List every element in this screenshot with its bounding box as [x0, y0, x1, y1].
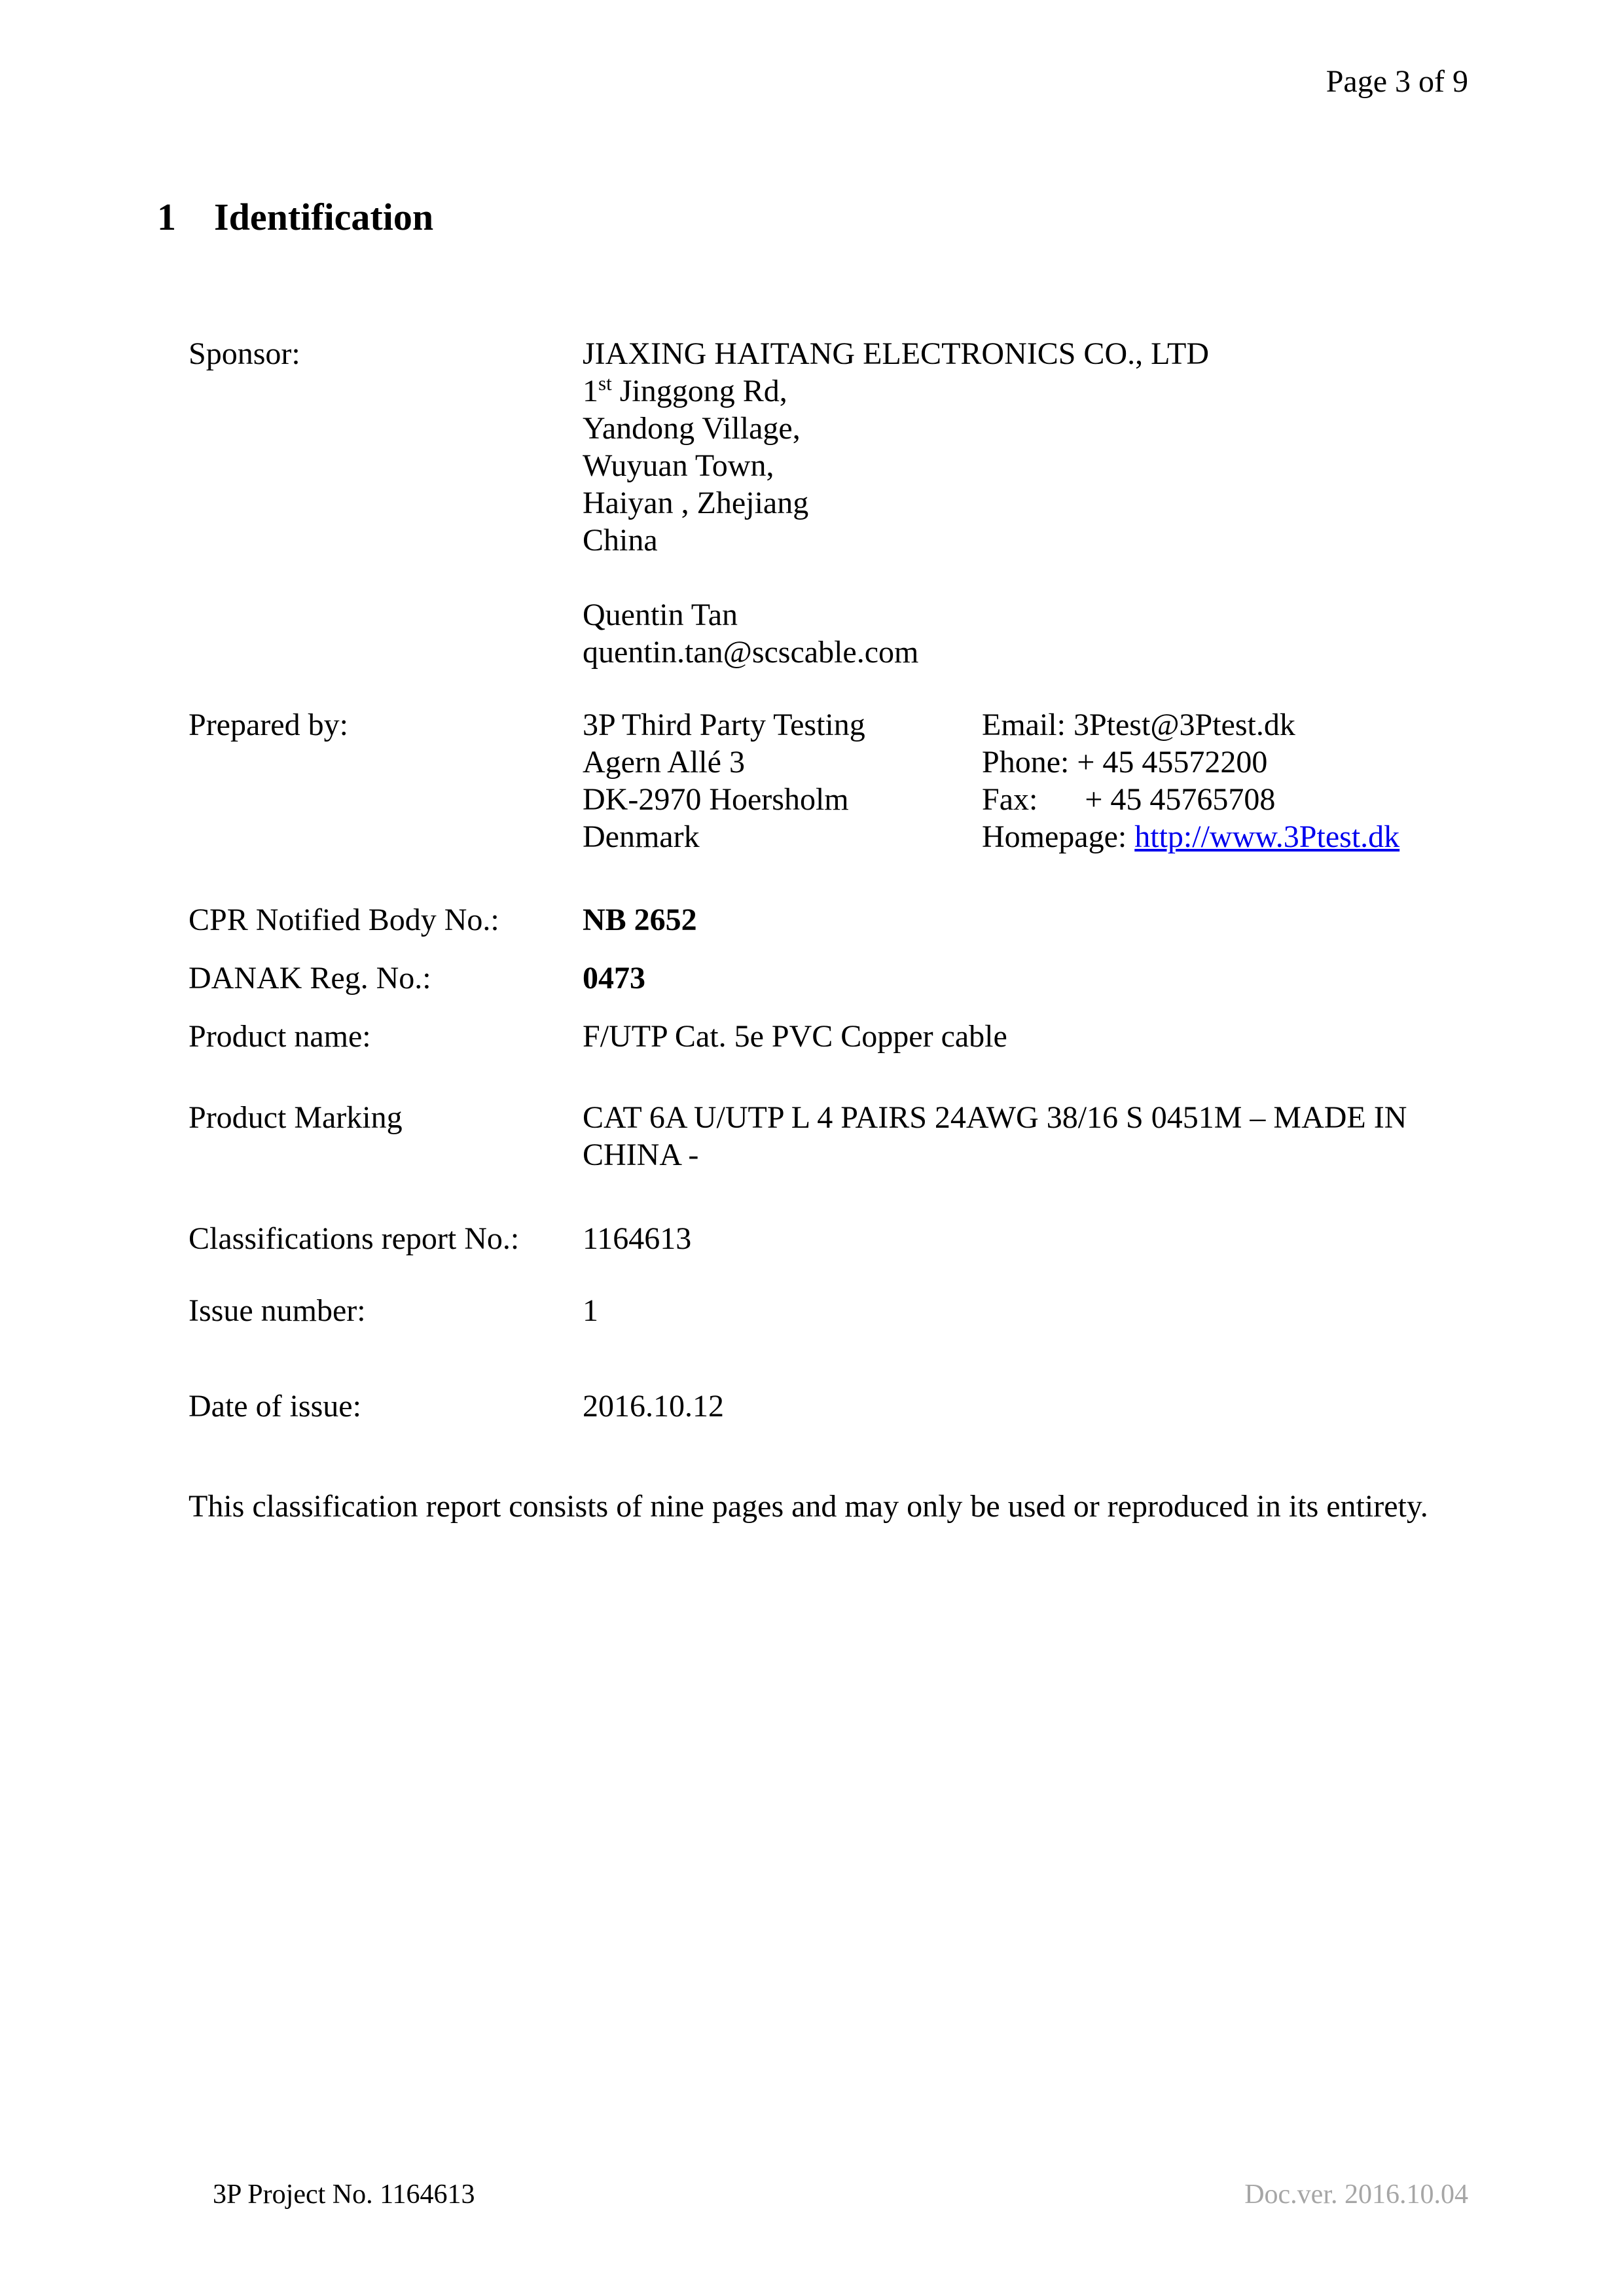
- sponsor-address-line-2: Yandong Village,: [583, 411, 801, 446]
- prepared-by-value: [583, 706, 1440, 855]
- homepage-link[interactable]: http://www.3Ptest.dk: [1134, 819, 1400, 854]
- org-city: DK-2970 Hoersholm: [583, 782, 849, 817]
- section-number: 1: [157, 196, 176, 238]
- blank-line: [583, 559, 1440, 596]
- sponsor-address-line-1: [583, 372, 1440, 410]
- address-number: 1: [583, 374, 598, 408]
- field-label: Product Marking: [189, 1100, 403, 1135]
- sponsor-address-line-4: Haiyan , Zhejiang: [583, 486, 809, 520]
- sponsor-label: Sponsor:: [189, 336, 300, 371]
- prepared-by-contact: [982, 706, 1440, 855]
- page-number: Page 3 of 9: [1326, 64, 1468, 99]
- address-street: Jinggong Rd,: [611, 374, 787, 408]
- field-row-classifications-report-no: [189, 1220, 1440, 1257]
- prepared-by-row: [189, 706, 1440, 855]
- sponsor-address-line-3: Wuyuan Town,: [583, 448, 774, 483]
- field-label: Classifications report No.:: [189, 1221, 520, 1256]
- entirety-note: This classification report consists of nine pages and may only be used or reproduced in its entirety.: [189, 1489, 1428, 1524]
- field-label: Product name:: [189, 1019, 371, 1054]
- sponsor-row: [189, 335, 1440, 671]
- org-country: Denmark: [583, 819, 700, 854]
- field-value: NB 2652: [583, 903, 697, 937]
- contact-homepage-line: [982, 818, 1440, 855]
- field-row-danak-reg: [189, 960, 1440, 997]
- field-label: Date of issue:: [189, 1389, 361, 1424]
- field-label: Issue number:: [189, 1293, 366, 1328]
- field-row-product-marking: [189, 1099, 1440, 1174]
- org-name: 3P Third Party Testing: [583, 708, 865, 742]
- footer-doc-version: Doc.ver. 2016.10.04: [1244, 2179, 1468, 2210]
- field-value: 2016.10.12: [583, 1389, 724, 1424]
- field-row-issue-number: [189, 1292, 1440, 1329]
- contact-email-line: Email: 3Ptest@3Ptest.dk: [982, 708, 1295, 742]
- section-title: Identification: [214, 196, 434, 238]
- field-value: F/UTP Cat. 5e PVC Copper cable: [583, 1019, 1007, 1054]
- field-value: 0473: [583, 961, 645, 996]
- field-value: 1164613: [583, 1221, 692, 1256]
- sponsor-value: [583, 335, 1440, 671]
- ordinal-suffix: st: [598, 372, 612, 395]
- sponsor-contact-name: Quentin Tan: [583, 598, 738, 632]
- footer-project-number: 3P Project No. 1164613: [213, 2179, 475, 2210]
- section-heading: [157, 195, 1624, 239]
- field-row-product-name: [189, 1018, 1440, 1055]
- prepared-by-org: [583, 706, 982, 855]
- contact-phone-line: Phone: + 45 45572200: [982, 745, 1268, 780]
- field-row-cpr-notified-body: [189, 901, 1440, 939]
- field-value: CAT 6A U/UTP L 4 PAIRS 24AWG 38/16 S 0451M – MADE IN CHINA -: [583, 1100, 1407, 1172]
- prepared-by-label: Prepared by:: [189, 708, 348, 742]
- sponsor-address-line-5: China: [583, 523, 658, 558]
- field-value: 1: [583, 1293, 598, 1328]
- field-label: CPR Notified Body No.:: [189, 903, 499, 937]
- sponsor-contact-email: quentin.tan@scscable.com: [583, 635, 919, 670]
- field-label: DANAK Reg. No.:: [189, 961, 431, 996]
- contact-fax-line: Fax: + 45 45765708: [982, 782, 1276, 817]
- field-row-date-of-issue: [189, 1388, 1440, 1425]
- homepage-label: Homepage:: [982, 819, 1135, 854]
- org-street: Agern Allé 3: [583, 745, 745, 780]
- sponsor-company: JIAXING HAITANG ELECTRONICS CO., LTD: [583, 336, 1209, 371]
